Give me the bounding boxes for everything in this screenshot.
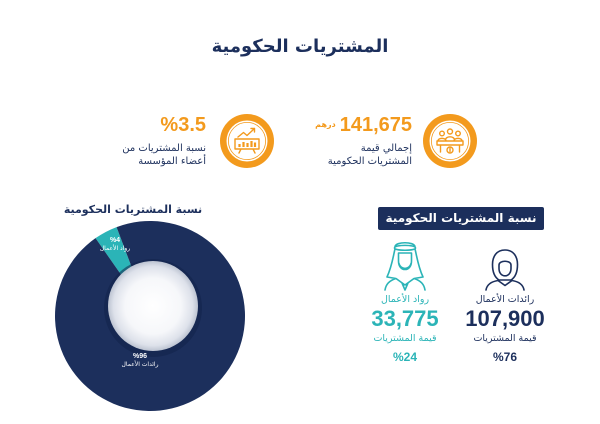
donut-chart <box>40 210 260 422</box>
members-share-badge <box>219 113 275 169</box>
donut-category-label: رواد الأعمال <box>99 245 131 252</box>
meeting-table-icon <box>422 113 478 169</box>
members-share-caption-line1: نسبة المشتريات من <box>122 143 206 154</box>
members-share-caption-line2: أعضاء المؤسسة <box>138 156 206 167</box>
businessmen-stats <box>350 293 460 366</box>
total-value-row <box>315 113 412 137</box>
donut-chart-title: نسبة المشتريات الحكومية <box>63 203 203 216</box>
businesswoman-icon <box>483 247 527 291</box>
total-value-currency: درهم <box>315 120 336 129</box>
donut-value-label: %96 <box>132 353 147 360</box>
total-value-caption-line2: المشتريات الحكومية <box>327 156 412 167</box>
members-share-stat <box>122 113 206 168</box>
businessmen-label: رواد الأعمال <box>380 294 430 305</box>
donut-value-label: %4 <box>109 237 121 244</box>
donut-category-label: رائدات الأعمال <box>121 361 159 368</box>
businesswomen-amount: 107,900 <box>465 306 545 331</box>
businessmen-amount: 33,775 <box>371 306 439 331</box>
total-value-caption-line1: إجمالي قيمة <box>360 143 412 154</box>
members-share-row <box>122 113 206 137</box>
members-share-percent: %3.5 <box>160 114 206 136</box>
page-title: المشتريات الحكومية <box>211 36 389 57</box>
badge-inner-circle <box>227 121 268 162</box>
businesswoman-icon-outline <box>486 250 524 290</box>
businessmen-amount-caption: قيمة المشتريات <box>373 333 437 344</box>
total-value-stat <box>315 113 412 168</box>
businessman-icon <box>382 239 428 291</box>
total-value-badge <box>422 113 478 169</box>
businessman-icon-outline <box>385 243 425 290</box>
donut-label-businesswomen <box>100 352 180 369</box>
businesswomen-share: %76 <box>492 350 518 364</box>
total-value-amount: 141,675 <box>339 114 412 136</box>
donut-hole <box>108 261 198 351</box>
growth-chart-icon <box>219 113 275 169</box>
businesswomen-stats <box>450 293 560 366</box>
businessmen-share: %24 <box>392 350 418 364</box>
businesswomen-amount-caption: قيمة المشتريات <box>473 333 537 344</box>
breakdown-banner: نسبة المشتريات الحكومية <box>378 207 544 230</box>
businesswomen-label: رائدات الأعمال <box>475 294 535 305</box>
donut-label-businessmen <box>99 236 131 253</box>
